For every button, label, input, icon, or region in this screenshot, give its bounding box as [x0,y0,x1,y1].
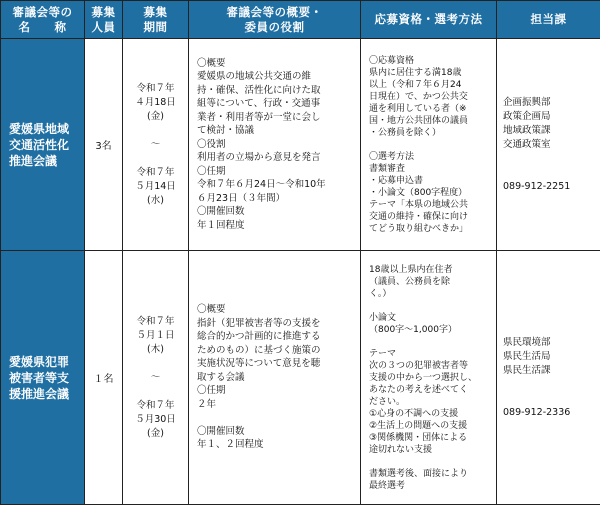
qualifications: 〇応募資格 県内に居住する満18歳 以上（令和７年６月24 日現在）で、かつ公共交 通を利用している者（※ 国・地方公共団体の議員 ・公務員を除く） 〇選考方法 書類審査 ・応募申込書 ・小論文（800字程度） テーマ「本県の地域公共 交通の維持・確保に向け てどう取り組むべきか」 [361,39,497,251]
header-count: 募集 人員 [85,1,123,39]
council-name: 愛媛県犯罪 被害者等支 援推進会議 [1,251,85,505]
header-department: 担当課 [497,1,600,39]
table-row [1,251,600,505]
department-phone: 089-912-2336 [503,406,600,420]
header-summary: 審議会等の概要・ 委員の役割 [189,1,361,39]
department-cell [497,39,600,251]
qualifications: 18歳以上県内在住者 （議員、公務員を除 く。） 小論文 （800字～1,000字） テーマ 次の３つの犯罪被害者等 支援の中から一つ選択し、 あなたの考えを述べてく ださい。 ①心身の不調への支援 ②生活上の問題への支援 ③関係機関・団体による 途切れない支援 書類選考後、面接により 最終選考 [361,251,497,505]
recruit-period: 令和７年 ４月18日 (金) ～ 令和７年 ５月14日 (水) [123,39,189,251]
recruit-count: 3名 [85,39,123,251]
council-summary: 〇概要 愛媛県の地域公共交通の維 持・確保、活性化に向けた取 組等について、行政・交通事 業者・利用者等が一堂に会し て検討・協議 〇役割 利用者の立場から意見を発言 〇任期 令和７年６月24日～令和10年 ６月23日（３年間） 〇開催回数 年１回程度 [189,39,361,251]
council-summary: 〇概要 指針（犯罪被害者等の支援を 総合的かつ計画的に推進する ためのもの）に基づく施策の 実施状況等について意見を聴 取する会議 〇任期 ２年 〇開催回数 年１、２回程度 [189,251,361,505]
recruit-count: １名 [85,251,123,505]
council-name: 愛媛県地域 交通活性化 推進会議 [1,39,85,251]
department-name: 県民環境部 県民生活局 県民生活課 [503,336,600,378]
department-name: 企画振興部 政策企画局 地域政策課 交通政策室 [503,96,600,152]
header-qualifications: 応募資格・選考方法 [361,1,497,39]
header-period: 募集 期間 [123,1,189,39]
recruit-period: 令和７年 ５月１日 (木) ～ 令和７年 ５月30日 (金) [123,251,189,505]
department-cell [497,251,600,505]
table-row [1,39,600,251]
header-row [1,1,600,39]
department-phone: 089-912-2251 [503,180,600,194]
header-name: 審議会等の 名 称 [1,1,85,39]
